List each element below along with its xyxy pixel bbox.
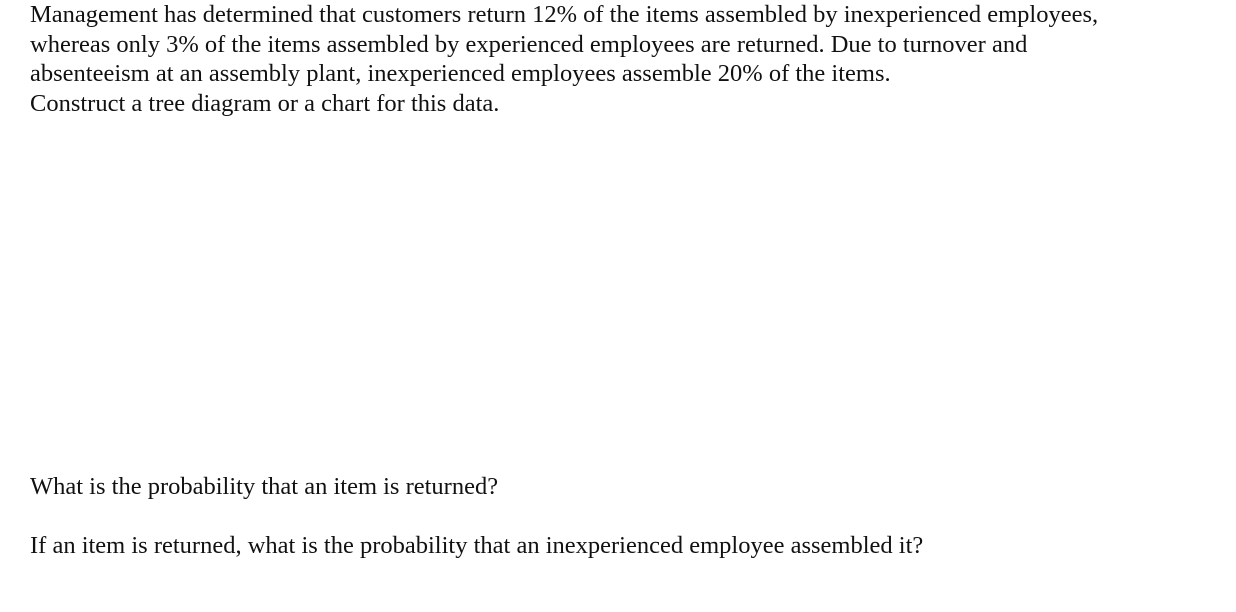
problem-line: whereas only 3% of the items assembled by experienced employees are returned. Due to turnover and xyxy=(30,30,1028,58)
question-conditional-probability: If an item is returned, what is the probability that an inexperienced employee assembled it? xyxy=(30,532,924,559)
problem-line: absenteeism at an assembly plant, inexperienced employees assemble 20% of the items. xyxy=(30,60,891,87)
instruction-line: Construct a tree diagram or a chart for this data. xyxy=(30,89,500,117)
question-returned-probability: What is the probability that an item is returned? xyxy=(30,473,499,500)
problem-line: Management has determined that customers return 12% of the items assembled by inexperienced employees, xyxy=(30,1,1099,28)
problem-statement xyxy=(30,0,1220,118)
